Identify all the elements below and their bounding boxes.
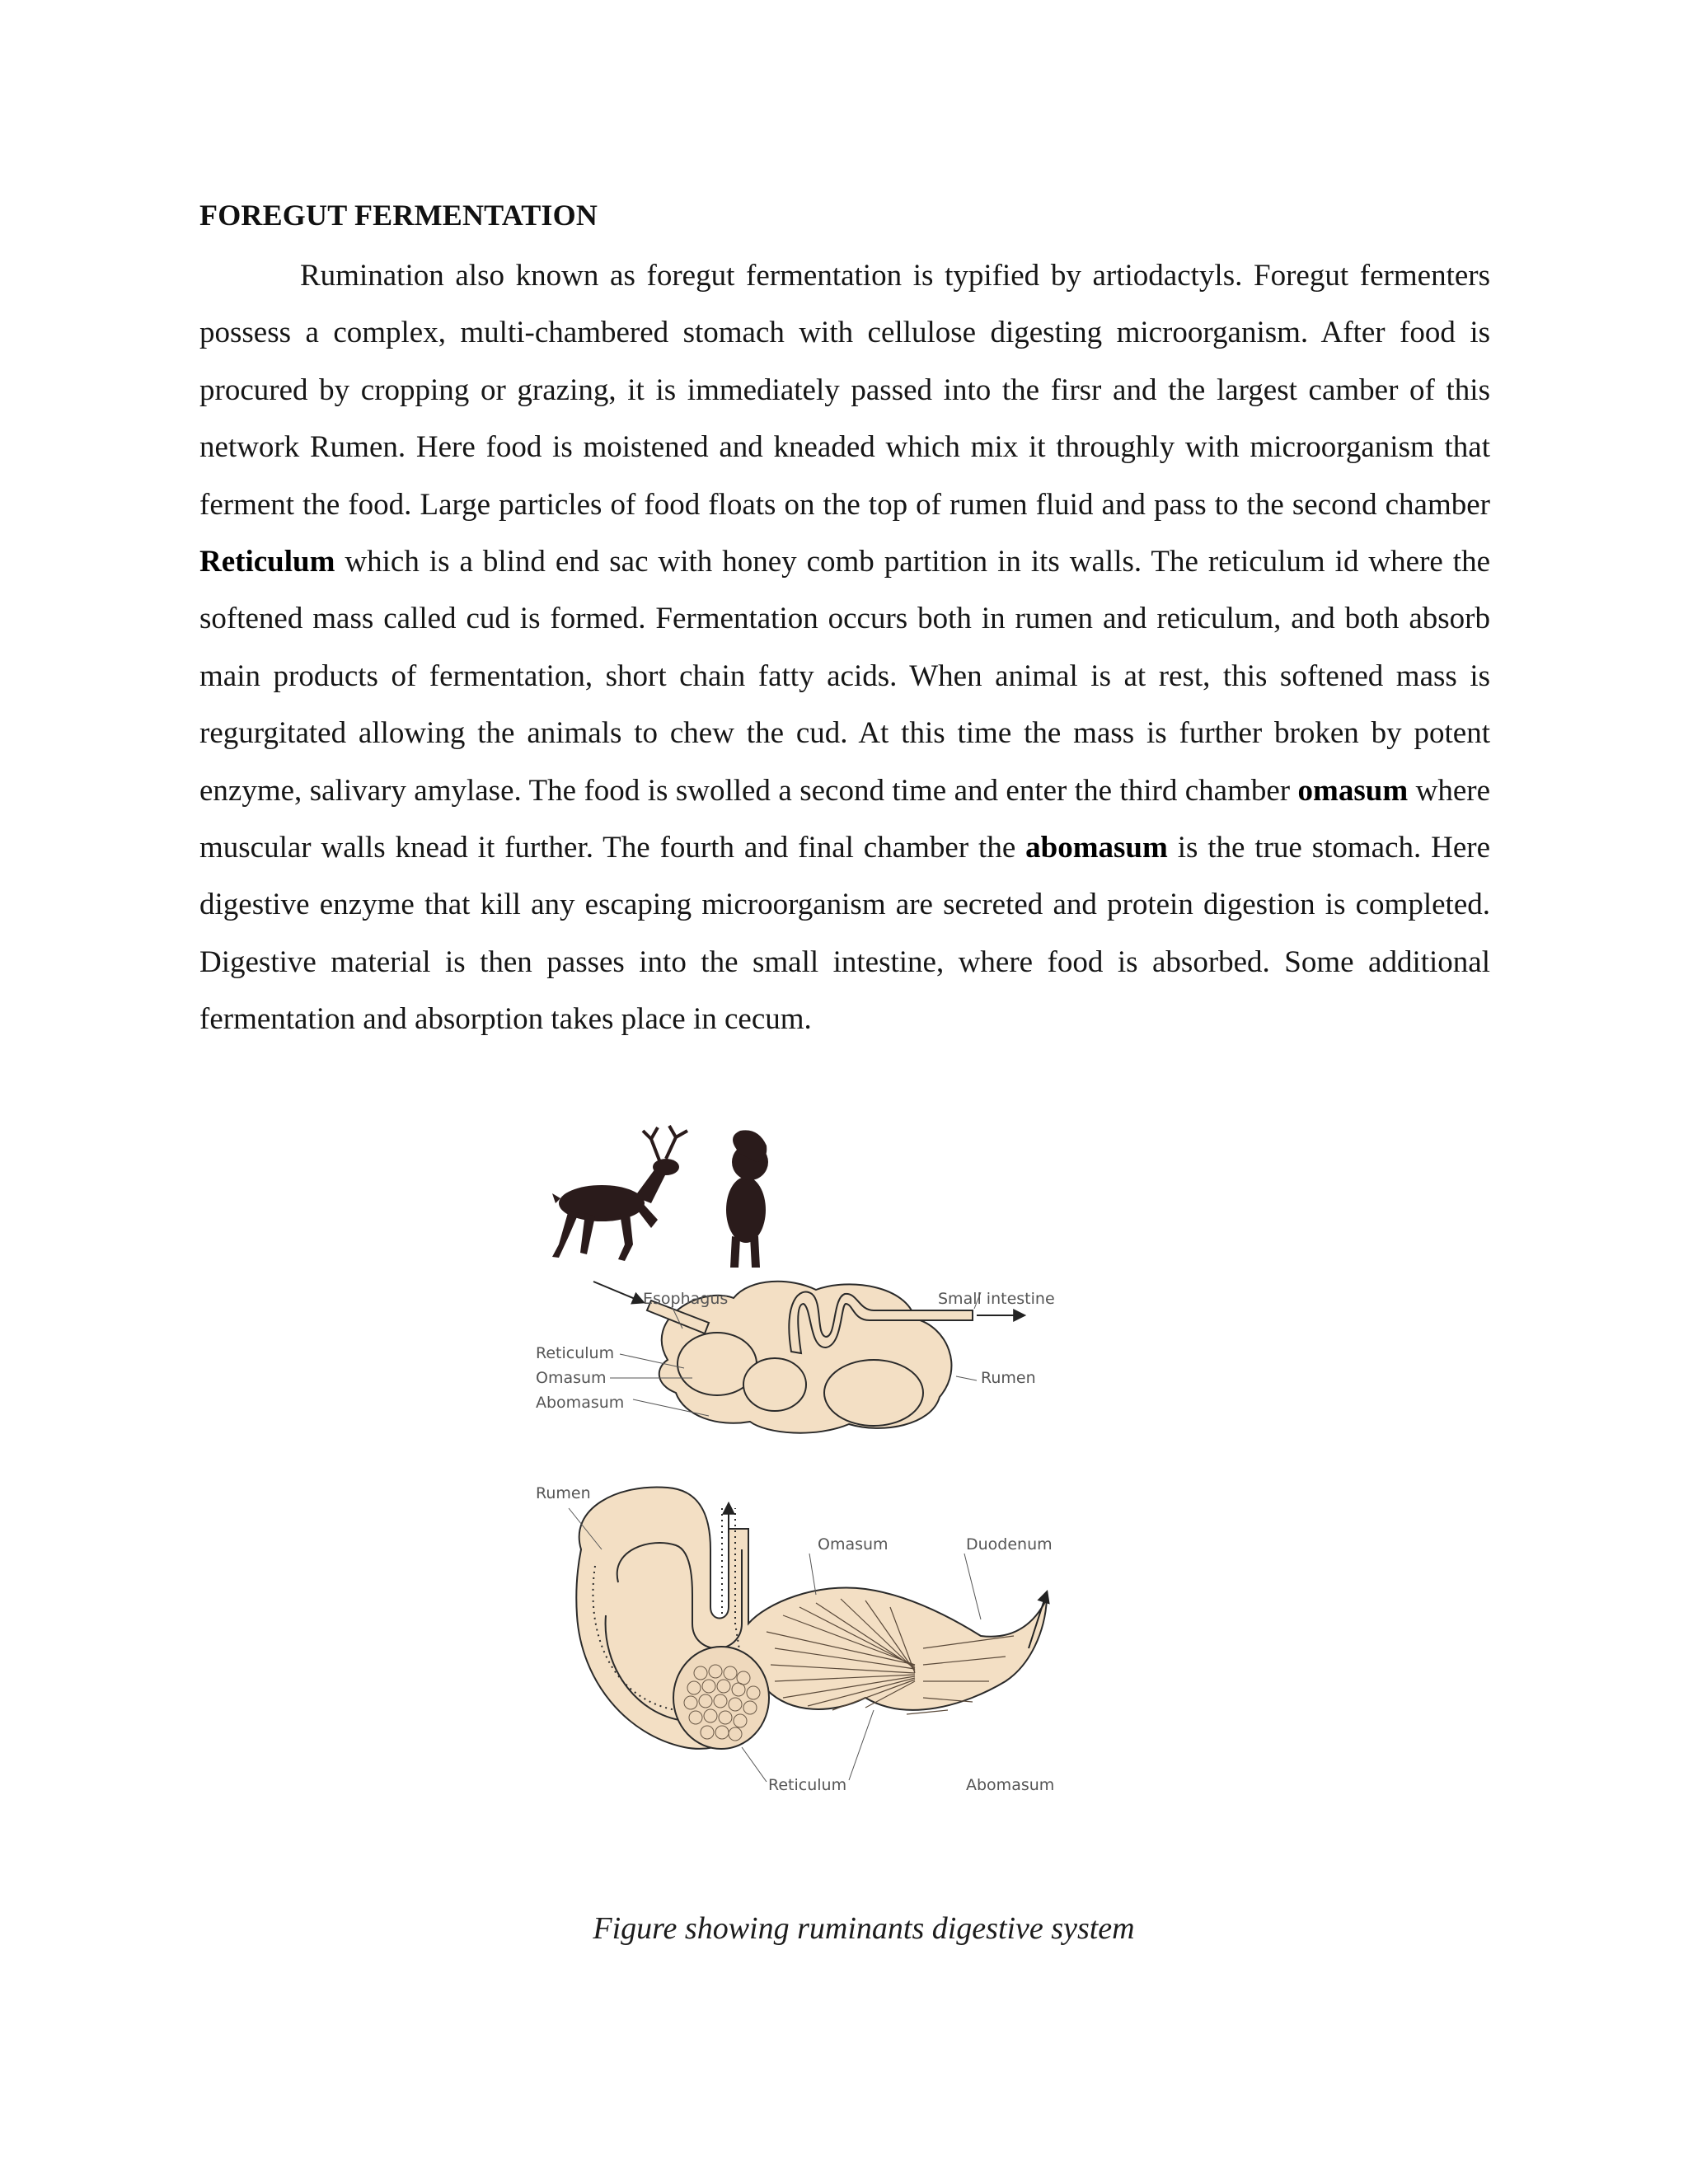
label-rumen-top: Rumen: [981, 1369, 1036, 1387]
label-reticulum-top: Reticulum: [536, 1344, 615, 1362]
body-paragraph: [199, 247, 1490, 1048]
paragraph-text: is the true stomach. Here digestive enzyme that kill any escaping microorganism are secreted and protein digestion is completed. Digestive material is then passes into the small intestine, where food is absorbed. Some additional fermentation and absorption takes place in cecum.: [199, 831, 1491, 1037]
figure-illustration: [519, 1121, 1080, 1887]
label-duodenum: Duodenum: [966, 1535, 1053, 1554]
label-omasum-bottom: Omasum: [818, 1535, 889, 1554]
term-omasum: omasum: [1297, 773, 1409, 808]
figure-caption: Figure showing ruminants digestive system: [593, 1911, 1135, 1946]
paragraph-text: Rumination also known as foregut fermentation is typified by artiodactyls. Foregut fermenters possess a complex, multi-chambered stomach with cellulose digesting microorganism. After food is procured by cropping or grazing, it is immediately passed into the firsr and the largest camber of this network Rumen. Here food is moistened and kneaded which mix it throughly with microorganism that ferment the food. Large particles of food floats on the top of rumen fluid and pass to the second chamber: [199, 259, 1490, 522]
ruminant-digestive-figure: [519, 1121, 1080, 1887]
paragraph-text: which is a blind end sac with honey comb partition in its walls. The reticulum id where the softened mass called cud is formed. Fermentation occurs both in rumen and reticulum, and both absorb main products of fermentation, short chain fatty acids. When animal is at rest, this softened mass is regurgitated allowing the animals to chew the cud. At this time the mass is further broken by potent enzyme, salivary amylase. The food is swolled a second time and enter the third chamber: [199, 545, 1490, 808]
deer-silhouette-icon: [552, 1126, 687, 1261]
cross-section-diagram: [576, 1487, 1047, 1749]
label-rumen-bottom: Rumen: [536, 1484, 591, 1502]
paragraph-text: where muscular walls knead it further. The fourth and final chamber the: [199, 773, 1490, 865]
ram-silhouette-icon: [726, 1130, 768, 1268]
label-reticulum-bottom: Reticulum: [768, 1776, 847, 1794]
label-abomasum-bottom: Abomasum: [966, 1776, 1055, 1794]
section-heading: FOREGUT FERMENTATION: [199, 199, 598, 232]
label-small-intestine: Small intestine: [938, 1290, 1055, 1308]
label-abomasum-top: Abomasum: [536, 1394, 625, 1412]
term-reticulum: Reticulum: [199, 545, 335, 579]
term-abomasum: abomasum: [1025, 831, 1168, 865]
label-omasum-top: Omasum: [536, 1369, 607, 1387]
label-esophagus: Esophagus: [643, 1290, 729, 1308]
